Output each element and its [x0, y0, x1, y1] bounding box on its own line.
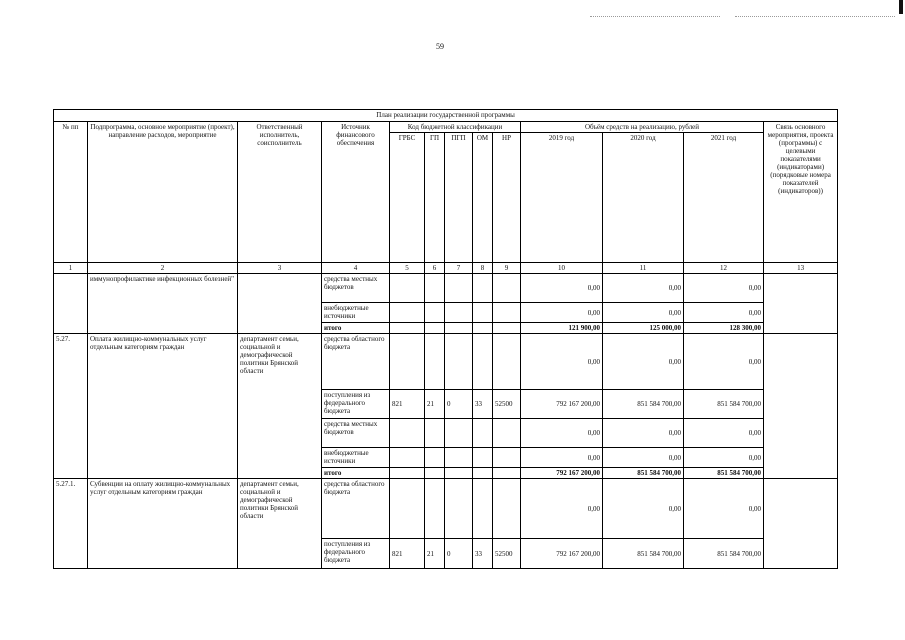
scan-edge-mark: [899, 0, 903, 14]
header-source: Источник финансового обеспечения: [322, 122, 390, 263]
total-2020: 851 584 700,00: [603, 468, 684, 479]
table-title: План реализации государственной программы: [54, 110, 838, 122]
value-2020: 851 584 700,00: [603, 539, 684, 569]
value-2019: 0,00: [521, 479, 603, 539]
column-number: 12: [684, 263, 764, 274]
column-number: 10: [521, 263, 603, 274]
row-program: Субвенции на оплату жилищно-коммунальных услуг отдельным категориям граждан: [88, 479, 238, 569]
header-2021: 2021 год: [684, 133, 764, 263]
header-budget-code: Код бюджетной классификации: [390, 122, 521, 133]
value-2019: 792 167 200,00: [521, 539, 603, 569]
value-2021: 0,00: [684, 479, 764, 539]
value-2019: 0,00: [521, 274, 603, 303]
column-number: 3: [238, 263, 322, 274]
row-source: средства местных бюджетов: [322, 274, 390, 303]
column-number-row: [54, 263, 838, 274]
row-num: 5.27.1.: [54, 479, 88, 569]
table-row: [54, 479, 838, 539]
row-source: средства областного бюджета: [322, 334, 390, 390]
column-number: 5: [390, 263, 425, 274]
row-link: [764, 274, 838, 334]
column-number: 8: [473, 263, 493, 274]
column-number: 9: [493, 263, 521, 274]
row-source: итого: [322, 468, 390, 479]
header-om: ОМ: [473, 133, 493, 263]
total-2019: 121 900,00: [521, 323, 603, 334]
total-2021: 851 584 700,00: [684, 468, 764, 479]
value-2021: 0,00: [684, 448, 764, 468]
value-2020: 0,00: [603, 303, 684, 323]
column-number: 7: [445, 263, 473, 274]
header-row: [54, 122, 838, 133]
header-2020: 2020 год: [603, 133, 684, 263]
scan-noise-line: [735, 16, 895, 17]
table-title-row: [54, 110, 838, 122]
total-2020: 125 000,00: [603, 323, 684, 334]
value-2020: 0,00: [603, 419, 684, 448]
value-2019: 0,00: [521, 419, 603, 448]
row-program: Оплата жилищно-коммунальных услуг отдельным категориям граждан: [88, 334, 238, 479]
code-nr: 52500: [493, 539, 521, 569]
row-link: [764, 479, 838, 569]
scan-noise-line: [590, 16, 720, 17]
value-2019: 792 167 200,00: [521, 390, 603, 419]
header-responsible: Ответственный исполнитель, соисполнитель: [238, 122, 322, 263]
value-2021: 851 584 700,00: [684, 390, 764, 419]
code-om: 33: [473, 390, 493, 419]
value-2021: 851 584 700,00: [684, 539, 764, 569]
header-2019: 2019 год: [521, 133, 603, 263]
row-link: [764, 334, 838, 479]
row-num: [54, 274, 88, 334]
table-row: [54, 334, 838, 390]
header-num: № пп: [54, 122, 88, 263]
code-grbs: 821: [390, 390, 425, 419]
value-2021: 0,00: [684, 419, 764, 448]
header-volume: Объём средств на реализацию, рублей: [521, 122, 764, 133]
value-2020: 0,00: [603, 479, 684, 539]
value-2021: 0,00: [684, 303, 764, 323]
value-2020: 851 584 700,00: [603, 390, 684, 419]
value-2019: 0,00: [521, 334, 603, 390]
value-2020: 0,00: [603, 334, 684, 390]
value-2020: 0,00: [603, 448, 684, 468]
row-source: итого: [322, 323, 390, 334]
column-number: 1: [54, 263, 88, 274]
column-number: 6: [425, 263, 445, 274]
page-number: 59: [436, 42, 444, 51]
code-gp: 21: [425, 539, 445, 569]
value-2021: 0,00: [684, 334, 764, 390]
row-source: внебюджетные источники: [322, 303, 390, 323]
code-pgp: 0: [445, 539, 473, 569]
column-number: 13: [764, 263, 838, 274]
row-num: 5.27.: [54, 334, 88, 479]
table-row: [54, 274, 838, 303]
row-source: средства местных бюджетов: [322, 419, 390, 448]
code-gp: 21: [425, 390, 445, 419]
code-nr: 52500: [493, 390, 521, 419]
header-grbs: ГРБС: [390, 133, 425, 263]
code-grbs: 821: [390, 539, 425, 569]
row-responsible: [238, 274, 322, 334]
row-responsible: департамент семьи, социальной и демографической политики Брянской области: [238, 479, 322, 569]
column-number: 11: [603, 263, 684, 274]
header-gp: ГП: [425, 133, 445, 263]
row-source: поступления из федерального бюджета: [322, 539, 390, 569]
row-program: иммунопрофилактике инфекционных болезней": [88, 274, 238, 334]
code-om: 33: [473, 539, 493, 569]
header-link: Связь основного мероприятия, проекта (программы) с целевыми показателями (индикаторами) (порядковые номера показателей (индикаторов)): [764, 122, 838, 263]
value-2019: 0,00: [521, 448, 603, 468]
value-2020: 0,00: [603, 274, 684, 303]
header-program: Подпрограмма, основное мероприятие (проект), направление расходов, мероприятие: [88, 122, 238, 263]
column-number: 4: [322, 263, 390, 274]
value-2021: 0,00: [684, 274, 764, 303]
row-source: средства областного бюджета: [322, 479, 390, 539]
total-2019: 792 167 200,00: [521, 468, 603, 479]
total-2021: 128 300,00: [684, 323, 764, 334]
value-2019: 0,00: [521, 303, 603, 323]
row-responsible: департамент семьи, социальной и демографической политики Брянской области: [238, 334, 322, 479]
header-pgp: ПГП: [445, 133, 473, 263]
column-number: 2: [88, 263, 238, 274]
row-source: поступления из федерального бюджета: [322, 390, 390, 419]
code-pgp: 0: [445, 390, 473, 419]
header-nr: НР: [493, 133, 521, 263]
program-plan-table: [53, 109, 838, 569]
row-source: внебюджетные источники: [322, 448, 390, 468]
